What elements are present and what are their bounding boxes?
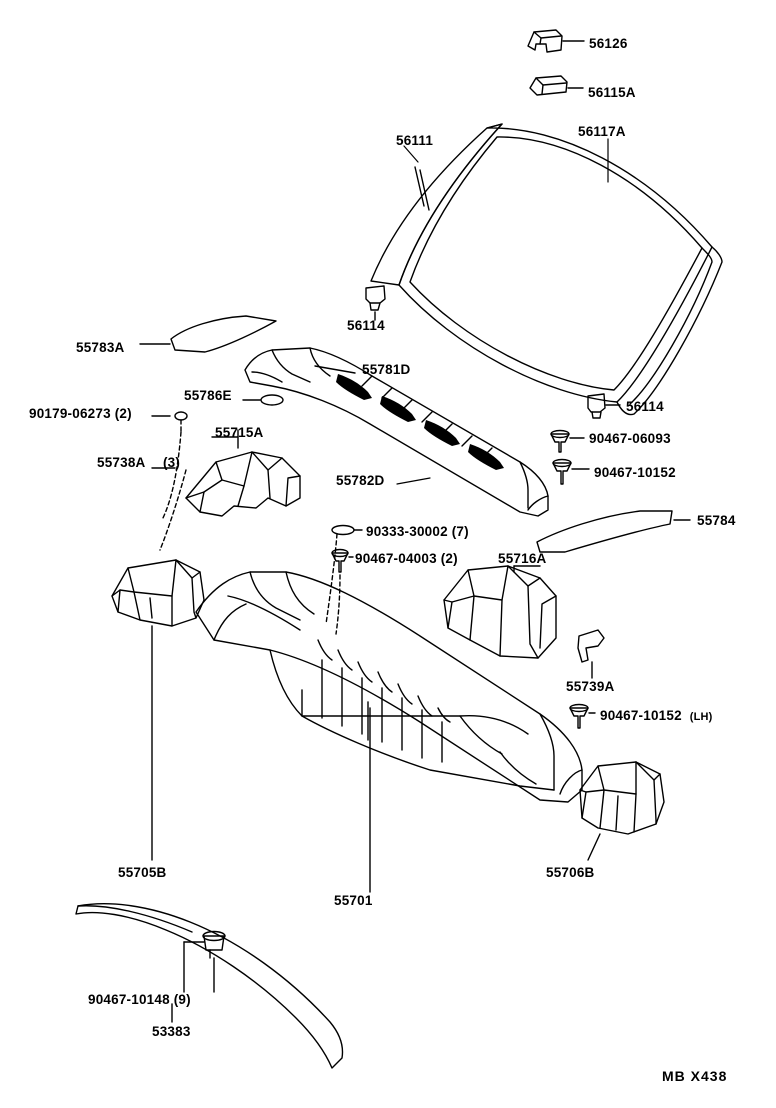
- callout-90467-10152-lh-side: (LH): [689, 711, 713, 723]
- callout-55701[interactable]: 55701: [334, 893, 373, 908]
- part-56126: [528, 30, 584, 52]
- callout-55705B[interactable]: 55705B: [118, 865, 167, 880]
- part-55738A-leader: [152, 468, 186, 550]
- callout-55738A[interactable]: [97, 455, 180, 470]
- part-90467-10152-lh: [570, 705, 595, 729]
- callout-55739A[interactable]: 55739A: [566, 679, 615, 694]
- callout-56111[interactable]: 56111: [396, 133, 434, 148]
- part-55784: [537, 511, 690, 552]
- part-56115A: [530, 76, 583, 95]
- callout-90467-06093[interactable]: 90467-06093: [589, 431, 671, 446]
- callout-55783A[interactable]: 55783A: [76, 340, 125, 355]
- callout-90467-04003[interactable]: 90467-04003 (2): [355, 551, 458, 566]
- callout-56117A[interactable]: 56117A: [578, 124, 626, 139]
- callout-55738A-text: 55738A: [97, 455, 145, 470]
- part-56111-windshield-glass: [371, 124, 722, 415]
- callout-55782D[interactable]: 55782D: [336, 473, 385, 488]
- part-90467-10152-upper: [553, 460, 589, 485]
- part-90467-06093: [551, 431, 584, 453]
- part-55716A: [444, 566, 556, 658]
- callout-55716A[interactable]: 55716A: [498, 551, 547, 566]
- callout-56115A[interactable]: 56115A: [588, 85, 636, 100]
- callout-55706B[interactable]: 55706B: [546, 865, 595, 880]
- part-55701-cowl-panel: [196, 572, 582, 892]
- part-55783A: [140, 316, 276, 352]
- callout-90467-10148[interactable]: 90467-10148 (9): [88, 992, 191, 1007]
- part-90333-30002: [326, 526, 362, 625]
- callout-56114-right[interactable]: 56114: [626, 399, 664, 414]
- part-55705B: [112, 560, 204, 860]
- callout-55781D[interactable]: 55781D: [362, 362, 411, 377]
- callout-56126[interactable]: 56126: [589, 36, 628, 51]
- part-53383-seal: [76, 904, 343, 1068]
- callout-53383[interactable]: 53383: [152, 1024, 191, 1039]
- callout-90179-06273[interactable]: 90179-06273 (2): [29, 406, 132, 421]
- callout-55784[interactable]: 55784: [697, 513, 736, 528]
- part-55706B: [580, 762, 664, 860]
- part-56114-left: [366, 286, 385, 320]
- callout-56114-left[interactable]: 56114: [347, 318, 385, 333]
- part-55739A: [578, 630, 604, 678]
- callout-55738A-qty: (3): [162, 455, 181, 470]
- part-55786E: [243, 395, 283, 405]
- callout-55786E[interactable]: 55786E: [184, 388, 232, 403]
- callout-90467-10152-lh-text: 90467-10152: [600, 708, 682, 723]
- callout-90467-10152-upper[interactable]: 90467-10152: [594, 465, 676, 480]
- callout-55715A[interactable]: 55715A: [215, 425, 264, 440]
- part-56114-right: [588, 394, 620, 418]
- callout-90333-30002[interactable]: 90333-30002 (7): [366, 524, 469, 539]
- part-55715A: [186, 430, 300, 516]
- callout-90467-10152-lh[interactable]: [600, 708, 713, 723]
- diagram-footer-code: MB X438: [662, 1068, 728, 1084]
